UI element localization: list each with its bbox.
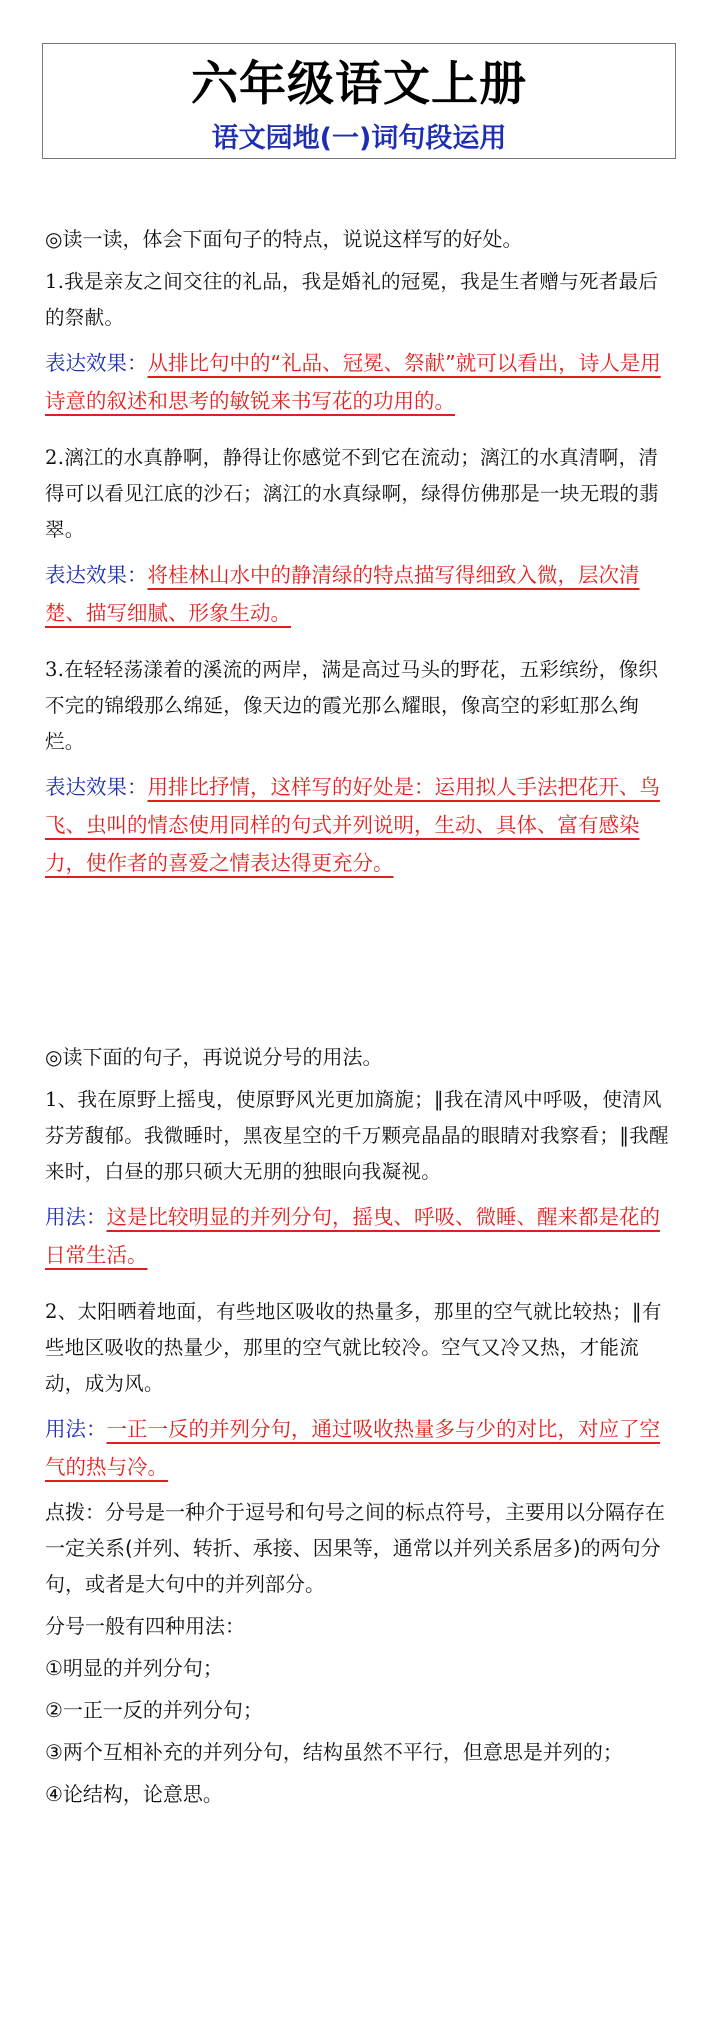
effect-label: 表达效果： bbox=[45, 563, 148, 587]
sentence-4: 1、我在原野上摇曳，使原野风光更加旖旎；‖我在清风中呼吸，使清风芬芳馥郁。我微睡时，黑夜星空的千万颗亮晶晶的眼睛对我察看；‖我醒来时，白昼的那只硕大无朋的独眼向我凝视。 bbox=[45, 1088, 669, 1183]
usage-answer: 一正一反的并列分句，通过吸收热量多与少的对比，对应了空气的热与冷。 bbox=[45, 1417, 660, 1479]
effect-3 bbox=[45, 768, 677, 882]
usage-item-1: ①明显的并列分句； bbox=[45, 1656, 223, 1680]
sentence-5: 2、太阳晒着地面，有些地区吸收的热量多，那里的空气就比较热；‖有些地区吸收的热量少，那里的空气就比较冷。空气又冷又热，才能流动，成为风。 bbox=[45, 1300, 662, 1395]
usage-item-2: ②一正一反的并列分句； bbox=[45, 1698, 263, 1722]
effect-answer: 从排比句中的“礼品、冠冕、祭献”就可以看出，诗人是用诗意的叙述和思考的敏锐来书写花的功用的。 bbox=[45, 351, 661, 413]
sentence-1: 1.我是亲友之间交往的礼品，我是婚礼的冠冕，我是生者赠与死者最后的祭献。 bbox=[45, 270, 659, 329]
title-box bbox=[42, 43, 676, 159]
usage-label: 用法： bbox=[45, 1417, 107, 1441]
effect-label: 表达效果： bbox=[45, 351, 148, 375]
page-title: 六年级语文上册 bbox=[191, 57, 527, 112]
usage-intro: 分号一般有四种用法： bbox=[45, 1614, 245, 1638]
section1-prompt: ◎读一读，体会下面句子的特点，说说这样写的好处。 bbox=[45, 227, 523, 251]
sentence-2: 2.漓江的水真静啊，静得让你感觉不到它在流动；漓江的水真清啊，清得可以看见江底的沙石；漓江的水真绿啊，绿得仿佛那是一块无瑕的翡翠。 bbox=[45, 446, 659, 541]
content bbox=[45, 222, 677, 1812]
sentence-3: 3.在轻轻荡漾着的溪流的两岸，满是高过马头的野花，五彩缤纷，像织不完的锦缎那么绵延，像天边的霞光那么耀眼，像高空的彩虹那么绚烂。 bbox=[45, 658, 659, 753]
tip-paragraph: 点拨：分号是一种介于逗号和句号之间的标点符号，主要用以分隔存在一定关系(并列、转折、承接、因果等，通常以并列关系居多)的两句分句，或者是大句中的并列部分。 bbox=[45, 1500, 665, 1596]
effect-answer: 将桂林山水中的静清绿的特点描写得细致入微，层次清楚、描写细腻、形象生动。 bbox=[45, 563, 640, 625]
usage-1 bbox=[45, 1198, 677, 1274]
effect-1 bbox=[45, 344, 677, 420]
page-subtitle: 语文园地(一)词句段运用 bbox=[211, 123, 507, 154]
effect-2 bbox=[45, 556, 677, 632]
effect-label: 表达效果： bbox=[45, 775, 148, 799]
effect-answer: 用排比抒情，这样写的好处是：运用拟人手法把花开、鸟飞、虫叫的情态使用同样的句式并列说明，生动、具体、富有感染力，使作者的喜爱之情表达得更充分。 bbox=[45, 775, 660, 875]
usage-2 bbox=[45, 1410, 677, 1486]
usage-item-4: ④论结构，论意思。 bbox=[45, 1782, 223, 1806]
section2-prompt: ◎读下面的句子，再说说分号的用法。 bbox=[45, 1045, 383, 1069]
usage-label: 用法： bbox=[45, 1205, 107, 1229]
usage-answer: 这是比较明显的并列分句，摇曳、呼吸、微睡、醒来都是花的日常生活。 bbox=[45, 1205, 660, 1267]
usage-item-3: ③两个互相补充的并列分句，结构虽然不平行，但意思是并列的； bbox=[45, 1740, 623, 1764]
